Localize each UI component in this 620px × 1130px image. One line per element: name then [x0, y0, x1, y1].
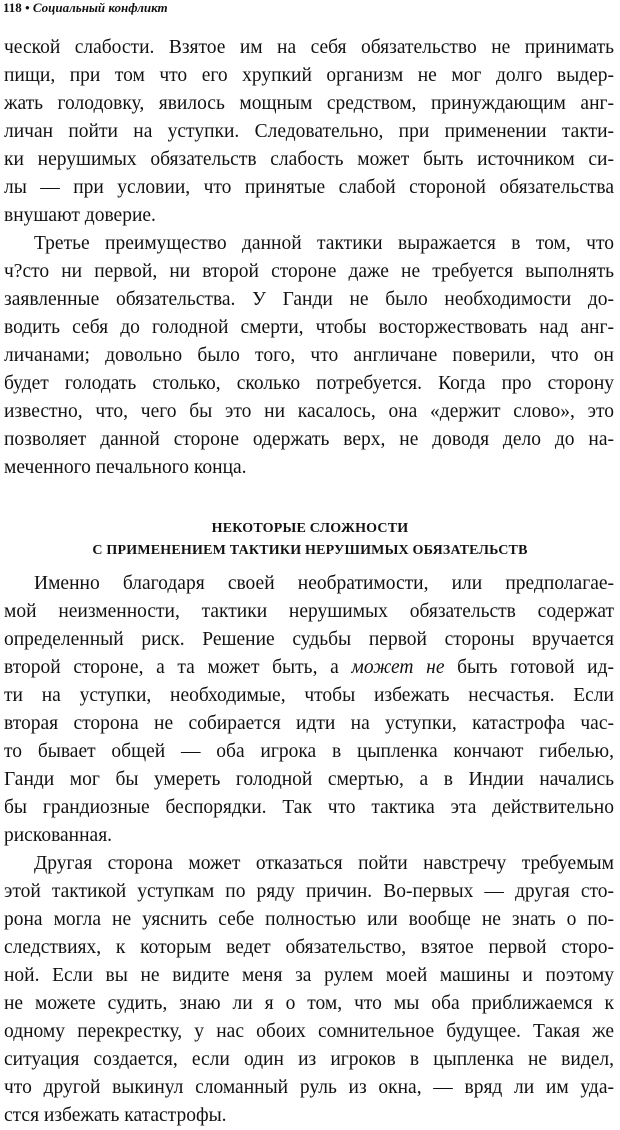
text-line: не можете судить, знаю ли я о том, что мы оба приближаемся к [4, 993, 614, 1014]
text-line: Ганди мог бы умереть голодной смертью, а в Индии начались [4, 769, 614, 790]
text-line: внушают доверие. [4, 205, 156, 226]
text-line: рискованная. [4, 825, 113, 846]
text-line: ч?сто ни первой, ни второй стороне даже не требуется выполнять [4, 261, 614, 282]
text-line: ной. Если вы не видите меня за рулем моей машины и поэтому [4, 965, 614, 986]
text-line: вторая сторона не собирается идти на уступки, катастрофа час- [4, 713, 614, 734]
text-line: заявленные обязательства. У Ганди не было необходимости до- [4, 289, 614, 310]
text-line: рона могла не уяснить себе полностью или вообще не знать о по- [4, 909, 614, 930]
text-segment: второй стороне, а та может быть, а [4, 657, 339, 678]
page-number: 118 [3, 0, 22, 15]
text-line: будет голодать столько, сколько потребуется. Когда про сторону [4, 373, 614, 394]
text-line: определенный риск. Решение судьбы первой стороны вручается [4, 629, 614, 650]
text-line: ки нерушимых обязательств слабость может быть источником си- [4, 149, 614, 170]
text-line: водить себя до голодной смерти, чтобы восторжествовать над анг- [4, 317, 614, 338]
text-line: что другой выкинул сломанный руль из окна, — вряд ли им уда- [4, 1077, 614, 1098]
text-line: известно, что, чего бы это ни касалось, она «держит слово», это [4, 401, 614, 422]
emphasis-text: может не [351, 657, 445, 678]
text-line: ческой слабости. Взятое им на себя обязательство не принимать [4, 37, 614, 58]
text-line [4, 654, 614, 682]
text-line: Именно благодаря своей необратимости, или предполагае- [34, 573, 614, 594]
text-line: личан пойти на уступки. Следовательно, при применении такти- [4, 121, 614, 142]
text-line: позволяет данной стороне одержать верх, не доводя дело до на- [4, 429, 614, 450]
text-line: то бывает общей — оба игрока в цыпленка кончают гибелью, [4, 741, 614, 762]
text-line: одному перекрестку, у нас обоих сомнительное будущее. Такая же [4, 1021, 614, 1042]
text-line: личанами; довольно было того, что англичане поверили, что он [4, 345, 614, 366]
section-heading-line: С ПРИМЕНЕНИЕМ ТАКТИКИ НЕРУШИМЫХ ОБЯЗАТЕЛЬСТВ [92, 543, 528, 558]
running-head [3, 0, 168, 16]
running-head-separator: • [25, 0, 30, 15]
section-heading-line: НЕКОТОРЫЕ СЛОЖНОСТИ [211, 521, 409, 536]
text-line: этой тактикой уступкам по ряду причин. Во-первых — другая сто- [4, 881, 614, 902]
text-line: следствиях, к которым ведет обязательство, взятое первой сторо- [4, 937, 614, 958]
text-line: жать голодовку, явилось мощным средством, принуждающим анг- [4, 93, 614, 114]
text-line: ти на уступки, необходимые, чтобы избежать несчастья. Если [4, 685, 614, 706]
text-line: бы грандиозные беспорядки. Так что тактика эта действительно [4, 797, 614, 818]
text-segment: быть готовой ид- [457, 657, 615, 678]
text-line: стся избежать катастрофы. [4, 1105, 227, 1126]
text-line: меченного печального конца. [4, 457, 247, 478]
running-head-title: Социальный конфликт [32, 0, 168, 15]
text-line: пищи, при том что его хрупкий организм не мог долго выдер- [4, 65, 614, 86]
text-line: ситуация создается, если один из игроков в цыпленка не видел, [4, 1049, 614, 1070]
text-line: Другая сторона может отказаться пойти навстречу требуемым [34, 853, 614, 874]
text-line: лы — при условии, что принятые слабой стороной обязательства [4, 177, 614, 198]
text-line: мой неизменности, тактики нерушимых обязательств содержат [4, 601, 614, 622]
text-line: Третье преимущество данной тактики выражается в том, что [34, 233, 614, 254]
